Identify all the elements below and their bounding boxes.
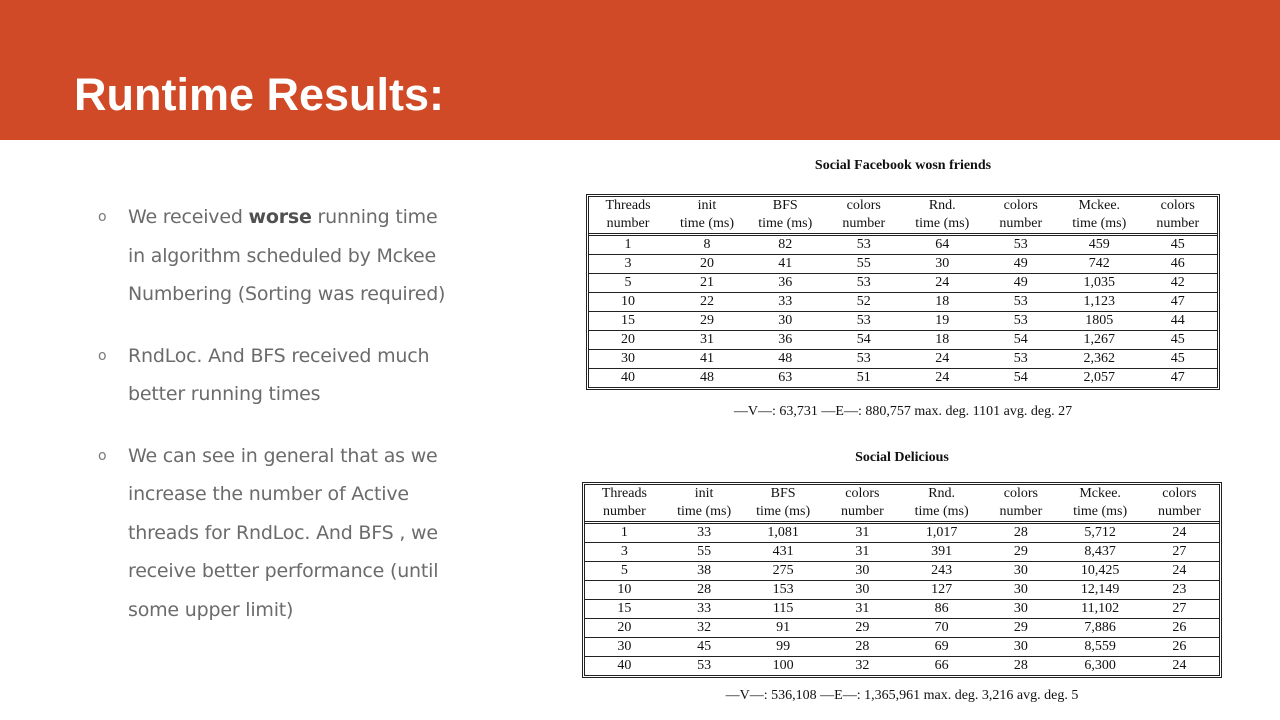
title-bar: [0, 0, 1280, 140]
table-header-row: [589, 197, 1217, 235]
table-cell: 100: [772, 658, 794, 673]
table-cell: 742: [1060, 255, 1139, 274]
table-cell: 15: [585, 600, 664, 619]
table-cell: 8: [668, 235, 747, 255]
table-cell: 29: [981, 543, 1060, 562]
results-table: [585, 485, 1219, 675]
table-cell: 38: [664, 562, 743, 581]
table-cell: 2,362: [1060, 350, 1139, 369]
table-cell: 1: [585, 523, 664, 543]
column-header-line: colors: [1003, 486, 1038, 501]
table-row: [589, 235, 1217, 255]
table-row: [589, 312, 1217, 331]
column-header: [746, 197, 825, 235]
table-cell: 36: [746, 331, 825, 350]
table-cell: 31: [823, 543, 902, 562]
column-header: [668, 197, 747, 235]
column-header: [982, 197, 1061, 235]
table-cell: 47: [1170, 370, 1185, 385]
table-cell: 91: [744, 619, 823, 638]
table-cell: 45: [664, 638, 743, 657]
table-cell: 31: [823, 523, 902, 543]
table-cell: 1,123: [1060, 293, 1139, 312]
bullet-list: [98, 198, 458, 652]
table-cell: 10,425: [1061, 562, 1140, 581]
column-header-line: time (ms): [758, 216, 813, 231]
table-cell: 55: [664, 543, 743, 562]
table-cell: 53: [982, 293, 1061, 312]
table-cell: 64: [903, 235, 982, 255]
table-row: [585, 600, 1219, 619]
table-cell: 49: [982, 255, 1061, 274]
table-cell: 52: [825, 293, 904, 312]
bullet-text: We received: [128, 206, 249, 228]
table-cell: 6,300: [1084, 658, 1116, 673]
table-cell: 10: [585, 581, 664, 600]
table-delicious: [582, 448, 1222, 712]
table-row: [585, 562, 1219, 581]
column-header-line: Threads: [601, 486, 647, 501]
table-cell: 22: [668, 293, 747, 312]
table-cell: 54: [825, 331, 904, 350]
bullet-item: [98, 198, 458, 314]
table-cell: 30: [981, 600, 1060, 619]
column-header: [1061, 485, 1140, 523]
column-header-line: time (ms): [914, 504, 969, 519]
column-header-line: number: [999, 504, 1043, 519]
table-cell: 30: [981, 562, 1060, 581]
table-cell: 30: [746, 312, 825, 331]
table-cell: 40: [617, 658, 632, 673]
table-row: [585, 619, 1219, 638]
table-header-row: [585, 485, 1219, 523]
table-cell: 47: [1139, 293, 1218, 312]
table-cell: 48: [746, 350, 825, 369]
table-cell: 33: [664, 523, 743, 543]
table-cell: 23: [1140, 581, 1219, 600]
table-cell: 391: [902, 543, 981, 562]
table-cell: 32: [664, 619, 743, 638]
table-cell: 20: [668, 255, 747, 274]
table-cell: 30: [589, 350, 668, 369]
table-cell: 29: [981, 619, 1060, 638]
column-header-line: number: [1156, 216, 1200, 231]
column-header-line: number: [1157, 504, 1201, 519]
table-cell: 53: [825, 274, 904, 293]
table-caption: Social Facebook wosn friends: [814, 158, 992, 173]
table-cell: 20: [589, 331, 668, 350]
column-header-line: time (ms): [1072, 216, 1127, 231]
table-cell: 28: [981, 523, 1060, 543]
table-row: [585, 638, 1219, 657]
bullet-marker: o: [98, 447, 107, 464]
table-cell: 27: [1140, 543, 1219, 562]
table-cell: 12,149: [1061, 581, 1140, 600]
table-cell: 3: [589, 255, 668, 274]
column-header-line: BFS: [770, 486, 796, 501]
column-header-line: time (ms): [756, 504, 811, 519]
table-cell: 63: [778, 370, 793, 385]
column-header-line: number: [840, 504, 884, 519]
table-cell: 53: [825, 350, 904, 369]
column-header-line: number: [842, 216, 886, 231]
column-header-line: colors: [1160, 198, 1195, 213]
table-cell: 2,057: [1083, 370, 1115, 385]
column-header: [744, 485, 823, 523]
table-cell: 53: [825, 235, 904, 255]
table-row: [589, 293, 1217, 312]
column-header: [585, 485, 664, 523]
column-header-line: number: [999, 216, 1043, 231]
column-header-line: colors: [846, 198, 881, 213]
table-cell: 30: [981, 581, 1060, 600]
table-cell: 1: [589, 235, 668, 255]
table-cell: 33: [664, 600, 743, 619]
table-frame: [582, 482, 1222, 678]
table-cell: 53: [697, 658, 712, 673]
table-cell: 86: [902, 600, 981, 619]
table-cell: 53: [982, 312, 1061, 331]
table-cell: 31: [668, 331, 747, 350]
table-facebook: [586, 156, 1220, 426]
column-header-line: BFS: [772, 198, 798, 213]
table-cell: 44: [1139, 312, 1218, 331]
table-cell: 26: [1140, 619, 1219, 638]
column-header-line: colors: [1162, 486, 1197, 501]
table-cell: 49: [982, 274, 1061, 293]
column-header-line: init: [694, 486, 714, 501]
table-row: [589, 350, 1217, 369]
table-cell: 99: [744, 638, 823, 657]
table-cell: 30: [823, 581, 902, 600]
table-cell: 127: [902, 581, 981, 600]
table-cell: 41: [746, 255, 825, 274]
table-cell: 431: [744, 543, 823, 562]
table-cell: 7,886: [1061, 619, 1140, 638]
column-header-line: Mckee.: [1078, 198, 1121, 213]
table-cell: 28: [1013, 658, 1028, 673]
table-cell: 10: [589, 293, 668, 312]
table-cell: 21: [668, 274, 747, 293]
table-cell: 51: [856, 370, 871, 385]
table-footer: —V—: 63,731 —E—: 880,757 max. deg. 1101 avg. deg. 27: [733, 404, 1073, 419]
table-cell: 53: [825, 312, 904, 331]
column-header-line: time (ms): [677, 504, 732, 519]
column-header: [823, 485, 902, 523]
table-cell: 8,437: [1061, 543, 1140, 562]
column-header: [1139, 197, 1218, 235]
table-cell: 8,559: [1061, 638, 1140, 657]
slide-title: Runtime Results:: [74, 69, 445, 120]
table-cell: 24: [1140, 523, 1219, 543]
table-cell: 31: [823, 600, 902, 619]
table-cell: 1,081: [744, 523, 823, 543]
table-cell: 70: [902, 619, 981, 638]
bullet-item: [98, 437, 458, 630]
table-row: [589, 369, 1217, 388]
table-cell: 1805: [1060, 312, 1139, 331]
table-cell: 53: [982, 235, 1061, 255]
table-cell: 42: [1139, 274, 1218, 293]
column-header: [903, 197, 982, 235]
column-header-line: time (ms): [915, 216, 970, 231]
column-header-line: Rnd.: [928, 198, 956, 213]
table-row: [585, 523, 1219, 543]
table-cell: 82: [746, 235, 825, 255]
column-header: [981, 485, 1060, 523]
table-cell: 24: [903, 274, 982, 293]
table-cell: 46: [1139, 255, 1218, 274]
table-cell: 24: [903, 350, 982, 369]
table-cell: 24: [935, 370, 950, 385]
table-cell: 66: [934, 658, 949, 673]
column-header: [589, 197, 668, 235]
table-cell: 69: [902, 638, 981, 657]
bullet-item: [98, 337, 458, 414]
table-cell: 30: [823, 562, 902, 581]
bullet-marker: o: [98, 347, 107, 364]
table-cell: 15: [589, 312, 668, 331]
bullet-text: running time in algorithm scheduled by Mckee Numbering (Sorting was required): [128, 206, 446, 305]
table-cell: 30: [585, 638, 664, 657]
table-cell: 29: [823, 619, 902, 638]
column-header: [825, 197, 904, 235]
table-cell: 11,102: [1061, 600, 1140, 619]
table-cell: 275: [744, 562, 823, 581]
table-cell: 153: [744, 581, 823, 600]
table-cell: 5: [589, 274, 668, 293]
table-cell: 30: [981, 638, 1060, 657]
table-cell: 459: [1060, 235, 1139, 255]
table-cell: 40: [621, 370, 635, 385]
table-cell: 19: [903, 312, 982, 331]
table-cell: 27: [1140, 600, 1219, 619]
table-cell: 41: [668, 350, 747, 369]
table-cell: 1,017: [902, 523, 981, 543]
bullet-marker: o: [98, 209, 107, 225]
table-cell: 1,267: [1060, 331, 1139, 350]
column-header-line: number: [602, 504, 646, 519]
bullet-text: RndLoc. And BFS received much better running times: [128, 344, 430, 405]
table-row: [589, 331, 1217, 350]
column-header: [1060, 197, 1139, 235]
table-cell: 3: [585, 543, 664, 562]
table-frame: [586, 194, 1220, 390]
table-cell: 30: [903, 255, 982, 274]
table-cell: 48: [700, 370, 714, 385]
table-cell: 26: [1140, 638, 1219, 657]
table-cell: 18: [903, 331, 982, 350]
table-cell: 24: [1140, 562, 1219, 581]
column-header: [1140, 485, 1219, 523]
table-caption: Social Delicious: [855, 450, 949, 465]
bullet-emphasis: worse: [248, 206, 312, 228]
table-cell: 243: [902, 562, 981, 581]
table-cell: 45: [1139, 350, 1218, 369]
table-cell: 32: [855, 658, 870, 673]
column-header-line: colors: [1003, 198, 1038, 213]
column-header-line: Rnd.: [928, 486, 956, 501]
table-row: [585, 657, 1219, 676]
table-cell: 5: [585, 562, 664, 581]
table-row: [589, 274, 1217, 293]
table-cell: 1,035: [1060, 274, 1139, 293]
table-cell: 45: [1139, 235, 1218, 255]
table-cell: 54: [982, 331, 1061, 350]
table-cell: 55: [825, 255, 904, 274]
column-header-line: time (ms): [679, 216, 735, 231]
column-header-line: number: [606, 216, 650, 231]
table-cell: 115: [744, 600, 823, 619]
bullet-text: We can see in general that as we increase the number of Active threads for RndLoc. And BFS , we receive better performance (until some upper limit): [128, 444, 439, 621]
table-cell: 33: [746, 293, 825, 312]
column-header: [664, 485, 743, 523]
table-cell: 29: [668, 312, 747, 331]
column-header-line: Mckee.: [1079, 486, 1121, 501]
table-cell: 53: [982, 350, 1061, 369]
table-row: [585, 581, 1219, 600]
table-cell: 45: [1139, 331, 1218, 350]
table-row: [589, 255, 1217, 274]
table-row: [585, 543, 1219, 562]
table-cell: 5,712: [1061, 523, 1140, 543]
column-header-line: colors: [845, 486, 880, 501]
table-cell: 24: [1172, 658, 1187, 673]
column-header-line: time (ms): [1073, 504, 1128, 519]
table-cell: 28: [823, 638, 902, 657]
table-cell: 20: [585, 619, 664, 638]
table-footer: —V—: 536,108 —E—: 1,365,961 max. deg. 3,216 avg. deg. 5: [725, 688, 1079, 703]
column-header-line: init: [697, 198, 717, 213]
results-table: [589, 197, 1217, 387]
table-cell: 28: [664, 581, 743, 600]
table-cell: 36: [746, 274, 825, 293]
table-cell: 54: [1013, 370, 1028, 385]
column-header: [902, 485, 981, 523]
column-header-line: Threads: [605, 198, 651, 213]
table-cell: 18: [903, 293, 982, 312]
